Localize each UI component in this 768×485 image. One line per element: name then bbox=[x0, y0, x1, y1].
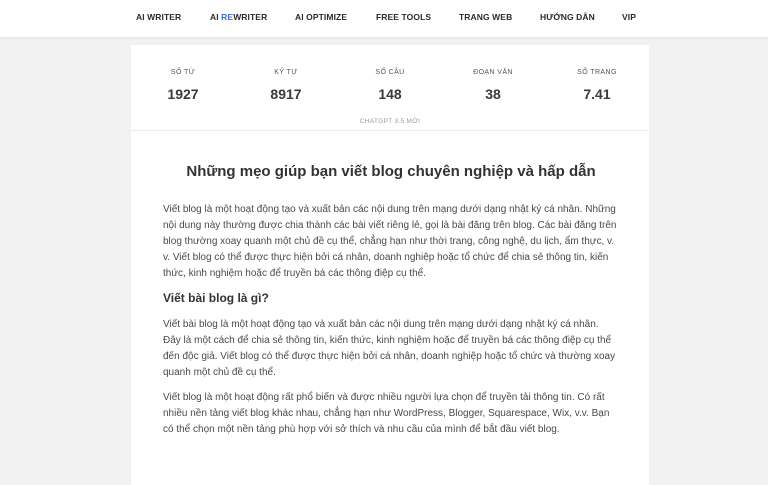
stat-label: SỐ TRANG bbox=[577, 69, 617, 76]
article-paragraph: Viết blog là một hoạt động rất phổ biến và được nhiều người lựa chọn để truyền tải thông tin. Có rất nhiều nền tảng viết blog khác nhau, chẳng hạn như WordPress, Blogger, Squarespace, Wix, v.v. Bạn có thể chọn một nền tảng phù hợp với sở thích và nhu cầu của mình để bắt đầu viết blog. bbox=[163, 392, 610, 435]
stat-char-count bbox=[234, 69, 338, 102]
stat-sentence-count bbox=[338, 69, 442, 102]
stats-bar bbox=[131, 45, 649, 131]
stat-label: ĐOẠN VĂN bbox=[473, 69, 513, 76]
article bbox=[163, 163, 619, 447]
stat-value: 8917 bbox=[270, 86, 302, 102]
nav-ai-rewriter[interactable] bbox=[210, 12, 267, 22]
nav-free-tools[interactable] bbox=[376, 12, 431, 22]
stat-paragraph-count bbox=[441, 69, 545, 102]
stat-word-count bbox=[131, 69, 235, 102]
nav-vip-label: VIP bbox=[622, 12, 637, 22]
article-title: Những mẹo giúp bạn viết blog chuyên nghiệp và hấp dẫn bbox=[186, 163, 596, 180]
stat-value: 38 bbox=[485, 86, 501, 102]
stat-value: 1927 bbox=[167, 86, 199, 102]
nav-free-tools-label: FREE TOOLS bbox=[376, 12, 432, 22]
nav-ai-rewriter-rest: WRITER bbox=[233, 12, 268, 22]
stat-value: 7.41 bbox=[583, 86, 611, 102]
nav-ai-rewriter-accent: RE bbox=[221, 12, 234, 22]
stat-label: SỐ CÂU bbox=[375, 69, 405, 76]
nav-ai-optimize[interactable] bbox=[295, 12, 347, 22]
content-card bbox=[131, 45, 649, 485]
nav-ai-writer-label: AI WRITER bbox=[136, 12, 182, 22]
nav-vip[interactable] bbox=[622, 12, 636, 22]
stat-label: KÝ TỰ bbox=[274, 69, 298, 76]
nav-huong-dan-label: HƯỚNG DẪN bbox=[540, 12, 595, 22]
article-paragraph: Viết bài blog là một hoạt động tạo và xuất bản các nội dung trên mạng dưới dạng nhật ký cá nhân. Đây là một cách để chia sẻ thông tin, kiến thức, kinh nghiệm hoặc để truyền bá các thông điệp cụ thể đến độc giả. Viết blog có thể được thực hiện bởi cá nhân, doanh nghiệp hoặc tổ chức và thường xoay quanh một chủ đề cụ thể. bbox=[163, 319, 616, 378]
nav-ai-rewriter-prefix: AI bbox=[210, 12, 222, 22]
section-heading: Viết bài blog là gì? bbox=[163, 291, 269, 305]
stat-label: SỐ TỪ bbox=[170, 69, 196, 76]
article-intro-paragraph: Viết blog là một hoạt động tạo và xuất bản các nội dung trên mạng dưới dạng nhật ký cá nhân. Những nội dung này thường được chia thành các bài viết riêng lẻ, gọi là bài đăng trên blog. Các bài đăng trên blog thường xoay quanh một chủ đề cụ thể, chẳng hạn như thời trang, công nghệ, du lịch, ẩm thực, v. v. Viết blog có thể được thực hiện bởi cá nhân, doanh nghiệp hoặc tổ chức để chia sẻ thông tin, kiến thức, kinh nghiệm hoặc để truyền bá các thông điệp cụ thể. bbox=[163, 204, 617, 279]
nav-trang-web[interactable] bbox=[459, 12, 512, 22]
stat-page-count bbox=[545, 69, 649, 102]
nav-ai-optimize-label: AI OPTIMIZE bbox=[295, 12, 348, 22]
top-navigation bbox=[0, 0, 768, 37]
nav-ai-writer[interactable] bbox=[136, 12, 181, 22]
model-label: CHATGPT 3.5 MỚI bbox=[359, 118, 421, 125]
nav-huong-dan[interactable] bbox=[540, 12, 595, 22]
stat-value: 148 bbox=[378, 86, 402, 102]
nav-trang-web-label: TRANG WEB bbox=[459, 12, 513, 22]
